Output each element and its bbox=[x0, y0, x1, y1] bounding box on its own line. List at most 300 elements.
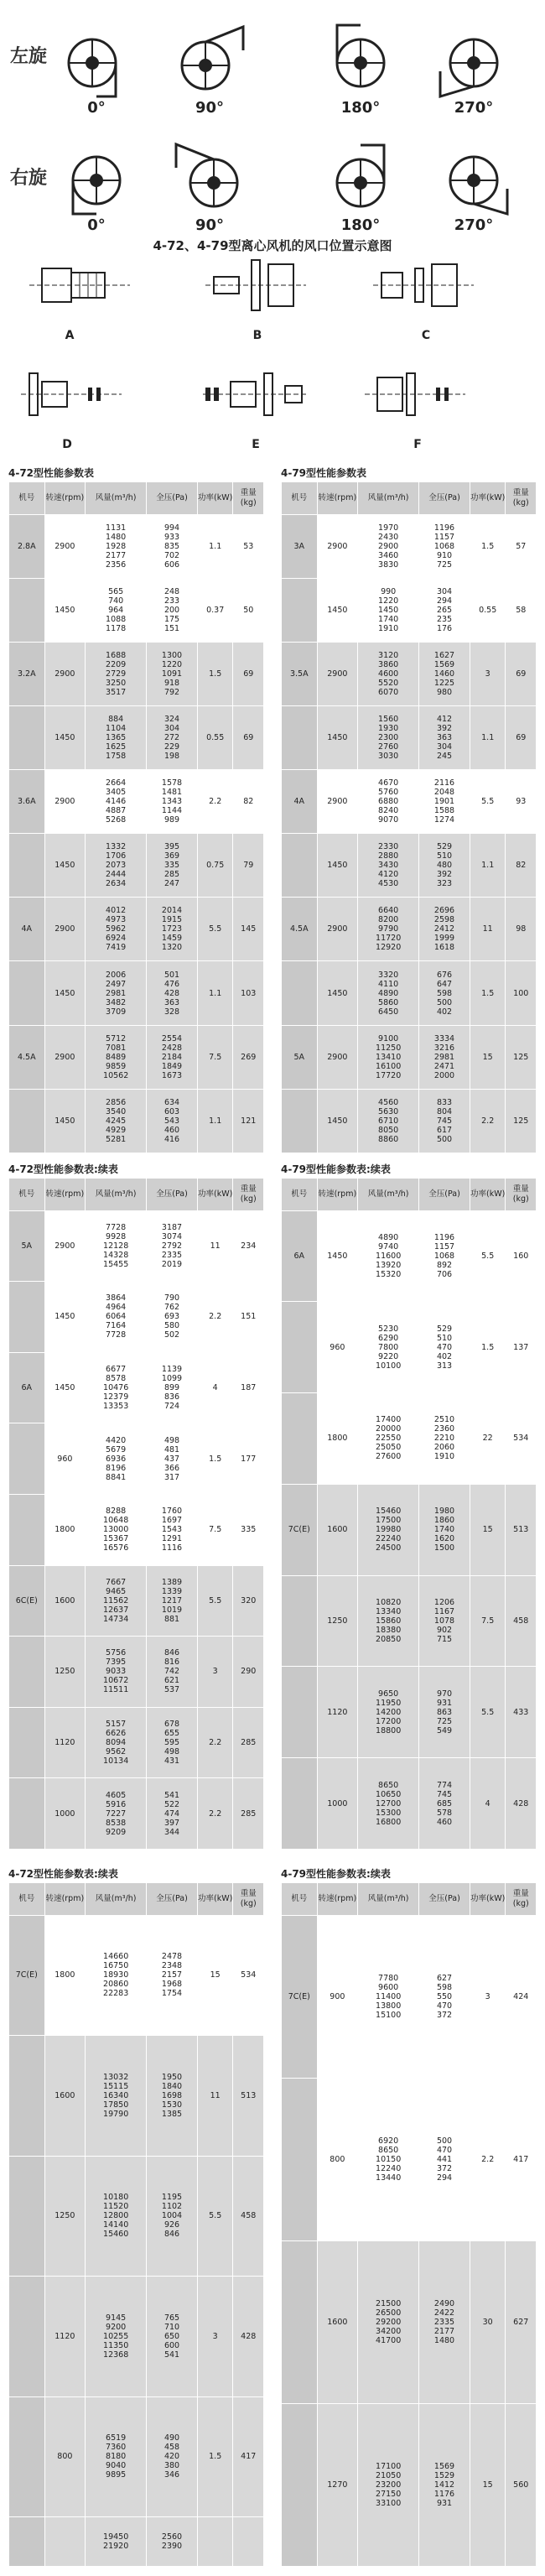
weight-cell: 57 bbox=[506, 514, 537, 578]
pressure-value: 774 bbox=[436, 1780, 453, 1790]
flow-value: 12379 bbox=[103, 1392, 129, 1402]
flow-value: 8650 bbox=[378, 1780, 399, 1790]
flow-value: 9040 bbox=[106, 2461, 127, 2471]
model-cell bbox=[9, 705, 45, 769]
pressure-value: 715 bbox=[436, 1635, 453, 1645]
model-cell: 6C(E) bbox=[9, 1565, 45, 1637]
flow-value: 17400 bbox=[376, 1415, 402, 1425]
flow-value: 1688 bbox=[106, 650, 127, 660]
table-row bbox=[282, 1575, 537, 1667]
pressure-value: 363 bbox=[436, 732, 453, 742]
pressure-value: 762 bbox=[164, 1303, 180, 1313]
flow-value: 2729 bbox=[106, 669, 127, 679]
pressure-value: 272 bbox=[164, 732, 180, 742]
flow-value: 8650 bbox=[378, 2145, 399, 2155]
flow-value: 15300 bbox=[376, 1808, 402, 1818]
pressure-value: 304 bbox=[436, 742, 453, 752]
speed-cell: 1450 bbox=[317, 834, 358, 898]
flow-value: 1450 bbox=[378, 605, 399, 615]
pressure-value: 685 bbox=[436, 1798, 453, 1808]
flow-value: 1131 bbox=[106, 523, 127, 533]
power-cell: 7.5 bbox=[470, 1575, 506, 1667]
header-text: 机号 bbox=[18, 492, 35, 502]
table-row bbox=[9, 705, 264, 769]
flow-value: 4110 bbox=[378, 979, 399, 989]
flow-value: 7164 bbox=[106, 1321, 127, 1331]
pressure-value: 2792 bbox=[161, 1241, 183, 1251]
pressure-value: 1459 bbox=[161, 934, 183, 944]
pressure-cell bbox=[147, 1210, 198, 1282]
header-text: 风量 bbox=[95, 1893, 112, 1903]
header-text: 重量 bbox=[512, 487, 529, 497]
flow-value: 740 bbox=[108, 596, 124, 606]
header-pressure bbox=[419, 482, 470, 514]
table-row bbox=[282, 2403, 537, 2566]
model-cell bbox=[282, 961, 318, 1025]
flow-value: 21050 bbox=[376, 2470, 402, 2480]
header-weight bbox=[233, 482, 264, 514]
pressure-value: 1697 bbox=[161, 1516, 183, 1526]
pressure-value: 1901 bbox=[433, 797, 455, 807]
table-row bbox=[9, 1089, 264, 1153]
model-cell bbox=[282, 1302, 318, 1393]
power-cell: 2.2 bbox=[197, 1778, 233, 1850]
flow-value: 1332 bbox=[106, 842, 127, 852]
pressure-value: 2335 bbox=[433, 2317, 455, 2327]
pressure-value: 600 bbox=[164, 2340, 180, 2350]
table-row bbox=[282, 961, 537, 1025]
flow-value: 17850 bbox=[103, 2100, 129, 2110]
flow-value: 1910 bbox=[378, 623, 399, 633]
header-text: 风量 bbox=[367, 1893, 384, 1903]
pressure-value: 1530 bbox=[161, 2100, 183, 2110]
angle-label-right-180: 180° bbox=[340, 216, 381, 234]
flow-value: 8538 bbox=[106, 1818, 127, 1828]
flow-cell bbox=[86, 1089, 147, 1153]
flow-value: 7728 bbox=[106, 1222, 127, 1232]
flow-value: 6880 bbox=[378, 797, 399, 807]
model-cell bbox=[9, 578, 45, 642]
performance-table-4-72 bbox=[8, 482, 264, 1153]
flow-cell bbox=[86, 834, 147, 898]
flow-value: 8841 bbox=[106, 1472, 127, 1482]
speed-cell: 1250 bbox=[44, 1637, 86, 1708]
flow-value: 6064 bbox=[106, 1312, 127, 1322]
pressure-value: 595 bbox=[164, 1738, 180, 1748]
flow-value: 4600 bbox=[378, 669, 399, 679]
flow-value: 9790 bbox=[378, 924, 399, 934]
fan-right-270-icon bbox=[428, 134, 520, 226]
flow-value: 18380 bbox=[376, 1626, 402, 1636]
flow-value: 4890 bbox=[378, 1232, 399, 1242]
pressure-value: 580 bbox=[164, 1321, 180, 1331]
weight-cell: 424 bbox=[506, 1915, 537, 2078]
power-cell: 11 bbox=[197, 1210, 233, 1282]
flow-value: 2006 bbox=[106, 970, 127, 980]
speed-cell: 900 bbox=[317, 1915, 358, 2078]
pressure-value: 2335 bbox=[161, 1250, 183, 1260]
flow-cell bbox=[358, 1915, 419, 2078]
model-cell: 4.5A bbox=[282, 898, 318, 961]
header-text: (rpm) bbox=[61, 492, 85, 502]
fan-left-180-icon bbox=[314, 13, 407, 105]
weight-cell: 98 bbox=[506, 898, 537, 961]
header-text: (Pa) bbox=[444, 1189, 460, 1199]
flow-value: 2497 bbox=[106, 979, 127, 989]
pressure-value: 2060 bbox=[433, 1443, 455, 1453]
pressure-cell bbox=[419, 2403, 470, 2566]
pressure-value: 1157 bbox=[433, 532, 455, 542]
flow-value: 3120 bbox=[378, 650, 399, 660]
flow-value: 19450 bbox=[103, 2532, 129, 2542]
flow-value: 34200 bbox=[376, 2326, 402, 2336]
pressure-value: 481 bbox=[164, 1444, 180, 1455]
right-rotation-label: 右旋 bbox=[10, 168, 48, 189]
pressure-value: 2184 bbox=[161, 1052, 183, 1062]
flow-value: 8200 bbox=[378, 915, 399, 925]
flow-value: 1625 bbox=[106, 742, 127, 752]
flow-value: 12800 bbox=[103, 2211, 129, 2221]
speed-cell: 1120 bbox=[317, 1667, 358, 1758]
flow-value: 4670 bbox=[378, 778, 399, 788]
header-text: 重量 bbox=[512, 1888, 529, 1898]
table-row bbox=[9, 2517, 264, 2567]
speed-cell: 1450 bbox=[44, 1089, 86, 1153]
pressure-cell bbox=[419, 1210, 470, 1302]
flow-value: 15100 bbox=[376, 2010, 402, 2020]
pressure-value: 902 bbox=[436, 1626, 453, 1636]
weight-cell: 269 bbox=[233, 1025, 264, 1089]
pressure-cell bbox=[147, 642, 198, 705]
weight-cell: 534 bbox=[506, 1393, 537, 1485]
speed-cell: 800 bbox=[44, 2396, 86, 2517]
header-text: 转速 bbox=[318, 1189, 335, 1199]
flow-cell bbox=[86, 2517, 147, 2567]
header-flow bbox=[358, 1883, 419, 1915]
flow-value: 5230 bbox=[378, 1324, 399, 1334]
pressure-value: 323 bbox=[436, 879, 453, 889]
header-text: 转速 bbox=[45, 492, 62, 502]
model-cell bbox=[9, 1423, 45, 1495]
pressure-value: 2210 bbox=[433, 1434, 455, 1444]
pressure-value: 1980 bbox=[433, 1507, 455, 1517]
power-cell: 1.5 bbox=[470, 1302, 506, 1393]
flow-value: 14200 bbox=[376, 1707, 402, 1717]
header-text: 全压 bbox=[428, 1189, 445, 1199]
flow-value: 8578 bbox=[106, 1374, 127, 1384]
power-cell: 1.5 bbox=[470, 961, 506, 1025]
model-cell: 3A bbox=[282, 514, 318, 578]
model-cell bbox=[9, 1778, 45, 1850]
arrangement-c-icon bbox=[369, 252, 478, 319]
pressure-value: 2412 bbox=[433, 924, 455, 934]
speed-cell: 2900 bbox=[44, 514, 86, 578]
pressure-value: 881 bbox=[164, 1614, 180, 1624]
pressure-value: 480 bbox=[436, 861, 453, 871]
model-cell bbox=[9, 2036, 45, 2157]
header-text: 风量 bbox=[367, 492, 384, 502]
pressure-value: 416 bbox=[164, 1134, 180, 1144]
flow-value: 2900 bbox=[378, 541, 399, 551]
pressure-value: 650 bbox=[164, 2331, 180, 2341]
flow-value: 15455 bbox=[103, 1259, 129, 1269]
flow-value: 7419 bbox=[106, 943, 127, 953]
pressure-cell bbox=[147, 961, 198, 1025]
flow-value: 20860 bbox=[103, 1980, 129, 1990]
table-row bbox=[9, 2156, 264, 2277]
flow-cell bbox=[86, 1707, 147, 1778]
weight-cell: 290 bbox=[233, 1637, 264, 1708]
pressure-value: 437 bbox=[164, 1454, 180, 1464]
power-cell: 22 bbox=[470, 1393, 506, 1485]
pressure-value: 245 bbox=[436, 751, 453, 761]
flow-value: 24500 bbox=[376, 1543, 402, 1553]
table-row bbox=[9, 1210, 264, 1282]
pressure-value: 2471 bbox=[433, 1061, 455, 1071]
weight-cell: 121 bbox=[233, 1089, 264, 1153]
speed-cell: 1270 bbox=[317, 2403, 358, 2566]
flow-value: 7081 bbox=[106, 1043, 127, 1053]
model-cell: 7C(E) bbox=[9, 1915, 45, 2036]
angle-label-left-0: 0° bbox=[87, 99, 106, 117]
pressure-value: 647 bbox=[436, 979, 453, 989]
flow-value: 10255 bbox=[103, 2331, 129, 2341]
pressure-value: 460 bbox=[164, 1125, 180, 1135]
pressure-value: 2490 bbox=[433, 2298, 455, 2308]
flow-value: 7780 bbox=[378, 1973, 399, 1983]
flow-value: 22550 bbox=[376, 1434, 402, 1444]
speed-cell: 1600 bbox=[44, 2036, 86, 2157]
flow-value: 12700 bbox=[376, 1798, 402, 1808]
flow-cell bbox=[358, 642, 419, 705]
pressure-value: 369 bbox=[164, 851, 180, 861]
pressure-value: 676 bbox=[436, 970, 453, 980]
header-speed bbox=[44, 482, 86, 514]
flow-cell bbox=[358, 1758, 419, 1850]
header-text: (kW) bbox=[214, 1189, 233, 1199]
flow-value: 15860 bbox=[376, 1616, 402, 1626]
pressure-value: 328 bbox=[164, 1007, 180, 1017]
header-text: 重量 bbox=[240, 1184, 257, 1194]
header-text: 机号 bbox=[291, 1893, 308, 1903]
pressure-value: 980 bbox=[436, 687, 453, 697]
weight-cell: 137 bbox=[506, 1302, 537, 1393]
pressure-value: 265 bbox=[436, 605, 453, 615]
arrangement-b-label: B bbox=[252, 329, 262, 342]
table-row bbox=[9, 834, 264, 898]
flow-value: 5756 bbox=[106, 1648, 127, 1658]
power-cell: 1.5 bbox=[197, 1423, 233, 1495]
power-cell: 11 bbox=[470, 898, 506, 961]
arrangement-f-label: F bbox=[413, 438, 422, 451]
pressure-value: 541 bbox=[164, 1790, 180, 1800]
flow-value: 13340 bbox=[376, 1607, 402, 1617]
flow-value: 1706 bbox=[106, 851, 127, 861]
pressure-cell bbox=[147, 2517, 198, 2567]
speed-cell: 1450 bbox=[44, 961, 86, 1025]
flow-value: 9145 bbox=[106, 2313, 127, 2323]
flow-value: 22240 bbox=[376, 1534, 402, 1544]
arrangement-a-icon bbox=[25, 252, 134, 319]
pressure-value: 549 bbox=[436, 1725, 453, 1736]
pressure-value: 1578 bbox=[161, 778, 183, 788]
weight-cell: 160 bbox=[506, 1210, 537, 1302]
header-text: 功率 bbox=[470, 1189, 487, 1199]
power-cell: 3 bbox=[470, 1915, 506, 2078]
weight-cell: 69 bbox=[506, 705, 537, 769]
flow-value: 6710 bbox=[378, 1116, 399, 1126]
power-cell: 2.2 bbox=[197, 770, 233, 834]
speed-cell: 1800 bbox=[44, 1494, 86, 1565]
table-row bbox=[282, 514, 537, 578]
model-cell: 2.8A bbox=[9, 514, 45, 578]
flow-value: 8288 bbox=[106, 1507, 127, 1517]
header-flow bbox=[358, 482, 419, 514]
pressure-value: 1195 bbox=[161, 2193, 183, 2203]
pressure-value: 1860 bbox=[433, 1516, 455, 1526]
table-row bbox=[282, 1393, 537, 1485]
power-cell: 11 bbox=[197, 2036, 233, 2157]
pressure-value: 474 bbox=[164, 1808, 180, 1819]
flow-value: 8180 bbox=[106, 2452, 127, 2462]
header-pressure bbox=[147, 1883, 198, 1915]
speed-cell: 2900 bbox=[44, 642, 86, 705]
flow-value: 16100 bbox=[376, 1061, 402, 1071]
pressure-value: 470 bbox=[436, 1342, 453, 1352]
power-cell: 5.5 bbox=[470, 770, 506, 834]
flow-cell bbox=[86, 578, 147, 642]
header-text: (m³/h) bbox=[383, 492, 409, 502]
header-model bbox=[9, 1179, 45, 1210]
pressure-value: 1220 bbox=[161, 659, 183, 669]
weight-cell bbox=[233, 2517, 264, 2567]
model-cell bbox=[9, 2517, 45, 2567]
header-text: (kW) bbox=[486, 1893, 506, 1903]
arrangement-f-icon bbox=[361, 361, 470, 428]
header-model bbox=[282, 1179, 318, 1210]
flow-value: 4245 bbox=[106, 1116, 127, 1126]
table-row bbox=[9, 1565, 264, 1637]
flow-value: 16340 bbox=[103, 2090, 129, 2100]
flow-value: 12637 bbox=[103, 1605, 129, 1615]
pressure-cell bbox=[419, 1575, 470, 1667]
speed-cell: 1450 bbox=[317, 705, 358, 769]
pressure-cell bbox=[147, 2396, 198, 2517]
speed-cell bbox=[44, 2517, 86, 2567]
flow-value: 7728 bbox=[106, 1330, 127, 1340]
pressure-value: 1481 bbox=[161, 788, 183, 798]
header-text: 功率 bbox=[470, 492, 487, 502]
flow-value: 2444 bbox=[106, 870, 127, 880]
speed-cell: 2900 bbox=[317, 770, 358, 834]
pressure-value: 1196 bbox=[433, 1232, 455, 1242]
pressure-value: 3074 bbox=[161, 1231, 183, 1241]
flow-value: 7800 bbox=[378, 1342, 399, 1352]
flow-value: 1560 bbox=[378, 714, 399, 724]
flow-cell bbox=[86, 2396, 147, 2517]
pressure-value: 537 bbox=[164, 1685, 180, 1695]
header-power bbox=[197, 1179, 233, 1210]
flow-value: 4890 bbox=[378, 988, 399, 998]
table-row bbox=[9, 2396, 264, 2517]
flow-cell bbox=[358, 1089, 419, 1153]
flow-value: 2856 bbox=[106, 1097, 127, 1107]
flow-cell bbox=[86, 514, 147, 578]
pressure-value: 1460 bbox=[433, 669, 455, 679]
speed-cell: 2900 bbox=[317, 1025, 358, 1089]
table-row bbox=[282, 1302, 537, 1393]
pressure-cell bbox=[147, 1778, 198, 1850]
table-row bbox=[9, 961, 264, 1025]
flow-value: 4929 bbox=[106, 1125, 127, 1135]
flow-value: 3430 bbox=[378, 861, 399, 871]
header-speed bbox=[44, 1883, 86, 1915]
flow-value: 11250 bbox=[376, 1043, 402, 1053]
flow-cell bbox=[86, 1423, 147, 1495]
flow-cell bbox=[358, 1393, 419, 1485]
pressure-cell bbox=[419, 2240, 470, 2403]
power-cell: 15 bbox=[197, 1915, 233, 2036]
flow-value: 13920 bbox=[376, 1260, 402, 1270]
pressure-value: 229 bbox=[164, 742, 180, 752]
pressure-value: 790 bbox=[164, 1293, 180, 1304]
table-header-row bbox=[9, 1883, 264, 1915]
speed-cell: 1800 bbox=[44, 1915, 86, 2036]
flow-cell bbox=[358, 2240, 419, 2403]
pressure-value: 792 bbox=[164, 687, 180, 697]
pressure-cell bbox=[147, 514, 198, 578]
header-text: (rpm) bbox=[61, 1189, 85, 1199]
flow-cell bbox=[358, 705, 419, 769]
section-title: 4-79型性能参数表 bbox=[281, 467, 367, 479]
flow-value: 2356 bbox=[106, 559, 127, 570]
weight-cell: 93 bbox=[506, 770, 537, 834]
pressure-value: 1157 bbox=[433, 1241, 455, 1252]
pressure-value: 910 bbox=[436, 550, 453, 560]
weight-cell: 69 bbox=[233, 642, 264, 705]
flow-value: 5962 bbox=[106, 924, 127, 934]
flow-cell bbox=[358, 578, 419, 642]
header-weight bbox=[233, 1179, 264, 1210]
flow-value: 14328 bbox=[103, 1250, 129, 1260]
pressure-cell bbox=[419, 642, 470, 705]
table-row bbox=[282, 1758, 537, 1850]
flow-cell bbox=[86, 961, 147, 1025]
flow-value: 2664 bbox=[106, 778, 127, 788]
pressure-value: 2390 bbox=[161, 2542, 183, 2551]
pressure-value: 541 bbox=[164, 2350, 180, 2360]
pressure-value: 926 bbox=[164, 2220, 180, 2230]
pressure-value: 431 bbox=[164, 1756, 180, 1767]
power-cell: 15 bbox=[470, 1025, 506, 1089]
flow-value: 1220 bbox=[378, 596, 399, 606]
header-text: 全压 bbox=[428, 492, 445, 502]
flow-value: 6519 bbox=[106, 2433, 127, 2443]
pressure-value: 1225 bbox=[433, 678, 455, 688]
pressure-value: 1849 bbox=[161, 1061, 183, 1071]
table-row bbox=[9, 2277, 264, 2397]
pressure-value: 606 bbox=[164, 559, 180, 570]
flow-value: 22283 bbox=[103, 1989, 129, 1999]
power-cell: 5.5 bbox=[197, 1565, 233, 1637]
pressure-cell bbox=[419, 1758, 470, 1850]
power-cell: 3 bbox=[197, 1637, 233, 1708]
pressure-value: 2428 bbox=[161, 1043, 183, 1053]
flow-value: 13032 bbox=[103, 2072, 129, 2082]
header-model bbox=[9, 1883, 45, 1915]
model-cell bbox=[9, 2156, 45, 2277]
section-title: 4-72型性能参数表:续表 bbox=[8, 1163, 118, 1175]
